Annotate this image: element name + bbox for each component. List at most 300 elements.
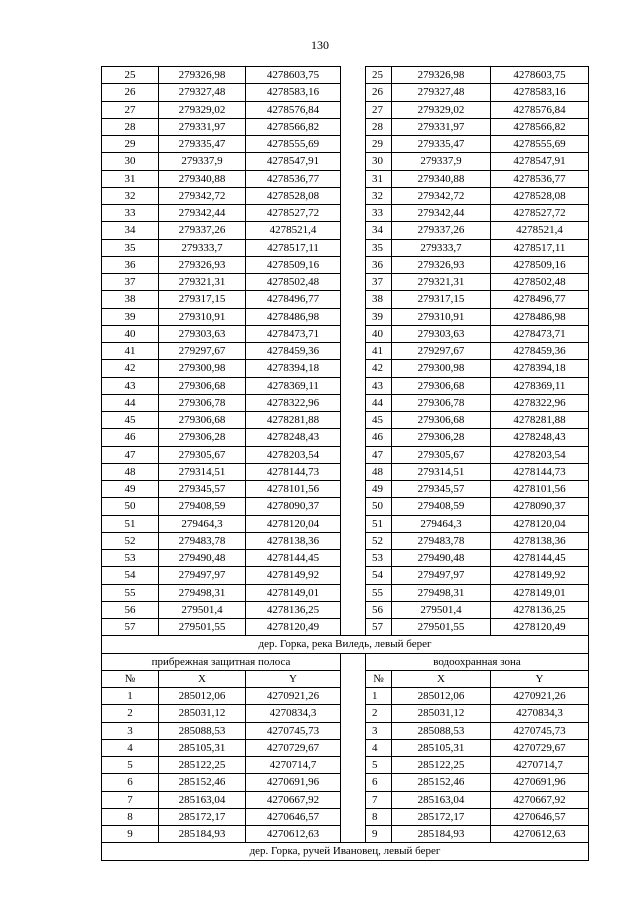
- x-coordinate-cell: 279306,68: [159, 377, 246, 394]
- y-coordinate-cell: 4278517,11: [491, 239, 589, 256]
- point-number-cell: 38: [102, 291, 159, 308]
- table-row: [102, 515, 589, 532]
- column-header-y: Y: [246, 670, 341, 687]
- y-coordinate-cell: 4278120,04: [491, 515, 589, 532]
- y-coordinate-cell: 4278136,25: [246, 601, 341, 618]
- table-gap: [341, 412, 366, 429]
- table-row: [102, 532, 589, 549]
- point-number-cell: 34: [102, 222, 159, 239]
- table-row: [102, 325, 589, 342]
- point-number-cell: 35: [366, 239, 392, 256]
- x-coordinate-cell: 285088,53: [159, 722, 246, 739]
- y-coordinate-cell: 4278394,18: [246, 360, 341, 377]
- y-coordinate-cell: 4278555,69: [491, 136, 589, 153]
- column-header-x: X: [392, 670, 491, 687]
- point-number-cell: 40: [102, 325, 159, 342]
- table-gap: [341, 757, 366, 774]
- table-row: [102, 256, 589, 273]
- y-coordinate-cell: 4278101,56: [246, 481, 341, 498]
- point-number-cell: 29: [366, 136, 392, 153]
- table-gap: [341, 601, 366, 618]
- point-number-cell: 56: [102, 601, 159, 618]
- table-gap: [341, 67, 366, 84]
- x-coordinate-cell: 279333,7: [392, 239, 491, 256]
- table-gap: [341, 239, 366, 256]
- table-row: [102, 463, 589, 480]
- x-coordinate-cell: 279306,68: [392, 412, 491, 429]
- table-gap: [341, 187, 366, 204]
- x-coordinate-cell: 279297,67: [392, 343, 491, 360]
- table-gap: [341, 532, 366, 549]
- x-coordinate-cell: 279306,78: [392, 394, 491, 411]
- table-row: [102, 550, 589, 567]
- table-row: [102, 187, 589, 204]
- point-number-cell: 25: [102, 67, 159, 84]
- x-coordinate-cell: 285088,53: [392, 722, 491, 739]
- y-coordinate-cell: 4278517,11: [246, 239, 341, 256]
- table-row: [102, 394, 589, 411]
- table-row: [102, 446, 589, 463]
- table-gap: [341, 619, 366, 636]
- x-coordinate-cell: 279306,28: [392, 429, 491, 446]
- point-number-cell: 52: [366, 532, 392, 549]
- table-gap: [341, 291, 366, 308]
- point-number-cell: 29: [102, 136, 159, 153]
- point-number-cell: 36: [366, 256, 392, 273]
- y-coordinate-cell: 4278547,91: [491, 153, 589, 170]
- x-coordinate-cell: 279345,57: [392, 481, 491, 498]
- x-coordinate-cell: 279498,31: [392, 584, 491, 601]
- x-coordinate-cell: 285163,04: [392, 791, 491, 808]
- table-gap: [341, 446, 366, 463]
- point-number-cell: 27: [366, 101, 392, 118]
- x-coordinate-cell: 279326,98: [392, 67, 491, 84]
- table-row: [102, 705, 589, 722]
- x-coordinate-cell: 279501,55: [392, 619, 491, 636]
- x-coordinate-cell: 285172,17: [159, 808, 246, 825]
- x-coordinate-cell: 279303,63: [392, 325, 491, 342]
- y-coordinate-cell: 4278138,36: [491, 532, 589, 549]
- point-number-cell: 35: [102, 239, 159, 256]
- y-coordinate-cell: 4270714,7: [491, 757, 589, 774]
- x-coordinate-cell: 279317,15: [159, 291, 246, 308]
- point-number-cell: 51: [366, 515, 392, 532]
- y-coordinate-cell: 4278473,71: [491, 325, 589, 342]
- y-coordinate-cell: 4278120,04: [246, 515, 341, 532]
- x-coordinate-cell: 285184,93: [159, 826, 246, 843]
- table-row: [102, 153, 589, 170]
- y-coordinate-cell: 4270921,26: [491, 688, 589, 705]
- x-coordinate-cell: 279305,67: [392, 446, 491, 463]
- table-gap: [341, 153, 366, 170]
- x-coordinate-cell: 279321,31: [159, 274, 246, 291]
- y-coordinate-cell: 4278566,82: [491, 118, 589, 135]
- y-coordinate-cell: 4278528,08: [246, 187, 341, 204]
- y-coordinate-cell: 4278144,73: [491, 463, 589, 480]
- section-title-gorka-viled: дер. Горка, река Виледь, левый берег: [102, 636, 589, 653]
- table-gap: [341, 394, 366, 411]
- table-gap: [341, 360, 366, 377]
- y-coordinate-cell: 4270834,3: [246, 705, 341, 722]
- x-coordinate-cell: 279498,31: [159, 584, 246, 601]
- table-gap: [341, 791, 366, 808]
- table-gap: [341, 429, 366, 446]
- y-coordinate-cell: 4278369,11: [246, 377, 341, 394]
- table-row: [102, 360, 589, 377]
- x-coordinate-cell: 285012,06: [159, 688, 246, 705]
- x-coordinate-cell: 279483,78: [159, 532, 246, 549]
- table-row: [102, 774, 589, 791]
- point-number-cell: 31: [366, 170, 392, 187]
- x-coordinate-cell: 285105,31: [392, 739, 491, 756]
- table-gap: [341, 101, 366, 118]
- subtitle-water-protection-zone: водоохранная зона: [366, 653, 589, 670]
- x-coordinate-cell: 279490,48: [392, 550, 491, 567]
- y-coordinate-cell: 4278496,77: [246, 291, 341, 308]
- point-number-cell: 4: [102, 739, 159, 756]
- table-row: [102, 222, 589, 239]
- x-coordinate-cell: 285105,31: [159, 739, 246, 756]
- x-coordinate-cell: 279337,26: [392, 222, 491, 239]
- y-coordinate-cell: 4278144,73: [246, 463, 341, 480]
- point-number-cell: 46: [102, 429, 159, 446]
- point-number-cell: 28: [102, 118, 159, 135]
- y-coordinate-cell: 4270834,3: [491, 705, 589, 722]
- y-coordinate-cell: 4270729,67: [246, 739, 341, 756]
- table-row: [102, 205, 589, 222]
- table-gap: [341, 515, 366, 532]
- point-number-cell: 55: [366, 584, 392, 601]
- y-coordinate-cell: 4278138,36: [246, 532, 341, 549]
- table-gap: [341, 377, 366, 394]
- y-coordinate-cell: 4278144,45: [246, 550, 341, 567]
- y-coordinate-cell: 4278090,37: [246, 498, 341, 515]
- point-number-cell: 32: [102, 187, 159, 204]
- y-coordinate-cell: 4270714,7: [246, 757, 341, 774]
- y-coordinate-cell: 4278502,48: [491, 274, 589, 291]
- x-coordinate-cell: 279340,88: [159, 170, 246, 187]
- point-number-cell: 53: [102, 550, 159, 567]
- x-coordinate-cell: 285122,25: [159, 757, 246, 774]
- table-gap: [341, 739, 366, 756]
- table-gap: [341, 205, 366, 222]
- table-gap: [341, 136, 366, 153]
- point-number-cell: 25: [366, 67, 392, 84]
- y-coordinate-cell: 4278149,01: [246, 584, 341, 601]
- point-number-cell: 8: [366, 808, 392, 825]
- point-number-cell: 7: [366, 791, 392, 808]
- x-coordinate-cell: 285152,46: [159, 774, 246, 791]
- y-coordinate-cell: 4278459,36: [491, 343, 589, 360]
- y-coordinate-cell: 4278120,49: [491, 619, 589, 636]
- y-coordinate-cell: 4278521,4: [491, 222, 589, 239]
- y-coordinate-cell: 4278576,84: [491, 101, 589, 118]
- point-number-cell: 7: [102, 791, 159, 808]
- table-row: [102, 136, 589, 153]
- x-coordinate-cell: 279337,9: [159, 153, 246, 170]
- y-coordinate-cell: 4270667,92: [491, 791, 589, 808]
- point-number-cell: 40: [366, 325, 392, 342]
- x-coordinate-cell: 279337,9: [392, 153, 491, 170]
- x-coordinate-cell: 279327,48: [159, 84, 246, 101]
- y-coordinate-cell: 4278090,37: [491, 498, 589, 515]
- x-coordinate-cell: 279300,98: [392, 360, 491, 377]
- table-gap: [341, 550, 366, 567]
- table-gap: [341, 584, 366, 601]
- point-number-cell: 54: [366, 567, 392, 584]
- x-coordinate-cell: 279331,97: [392, 118, 491, 135]
- x-coordinate-cell: 279335,47: [392, 136, 491, 153]
- x-coordinate-cell: 279303,63: [159, 325, 246, 342]
- y-coordinate-cell: 4278509,16: [246, 256, 341, 273]
- x-coordinate-cell: 279342,44: [159, 205, 246, 222]
- table-row: [102, 170, 589, 187]
- x-coordinate-cell: 279340,88: [392, 170, 491, 187]
- point-number-cell: 27: [102, 101, 159, 118]
- x-coordinate-cell: 279408,59: [392, 498, 491, 515]
- y-coordinate-cell: 4278496,77: [491, 291, 589, 308]
- table-row: [102, 808, 589, 825]
- y-coordinate-cell: 4278509,16: [491, 256, 589, 273]
- x-coordinate-cell: 279490,48: [159, 550, 246, 567]
- table-row: [102, 429, 589, 446]
- x-coordinate-cell: 279497,97: [392, 567, 491, 584]
- x-coordinate-cell: 279333,7: [159, 239, 246, 256]
- table-row: [102, 619, 589, 636]
- table-gap: [341, 722, 366, 739]
- x-coordinate-cell: 279306,68: [392, 377, 491, 394]
- table-gap: [341, 325, 366, 342]
- table-row: [102, 84, 589, 101]
- x-coordinate-cell: 279326,93: [159, 256, 246, 273]
- table-row: [102, 498, 589, 515]
- y-coordinate-cell: 4270667,92: [246, 791, 341, 808]
- point-number-cell: 39: [366, 308, 392, 325]
- point-number-cell: 41: [366, 343, 392, 360]
- subtitle-coastal-protection-strip: прибрежная защитная полоса: [102, 653, 341, 670]
- y-coordinate-cell: 4270745,73: [491, 722, 589, 739]
- y-coordinate-cell: 4278394,18: [491, 360, 589, 377]
- table-row: [102, 239, 589, 256]
- table-row: [102, 101, 589, 118]
- table-row: [102, 688, 589, 705]
- y-coordinate-cell: 4270646,57: [491, 808, 589, 825]
- point-number-cell: 52: [102, 532, 159, 549]
- y-coordinate-cell: 4278149,92: [246, 567, 341, 584]
- table-gap: [341, 567, 366, 584]
- x-coordinate-cell: 279317,15: [392, 291, 491, 308]
- x-coordinate-cell: 279345,57: [159, 481, 246, 498]
- table-gap: [341, 274, 366, 291]
- point-number-cell: 6: [366, 774, 392, 791]
- y-coordinate-cell: 4278603,75: [491, 67, 589, 84]
- x-coordinate-cell: 279305,67: [159, 446, 246, 463]
- y-coordinate-cell: 4278322,96: [491, 394, 589, 411]
- table-gap: [341, 688, 366, 705]
- y-coordinate-cell: 4278136,25: [491, 601, 589, 618]
- point-number-cell: 32: [366, 187, 392, 204]
- point-number-cell: 42: [102, 360, 159, 377]
- point-number-cell: 1: [102, 688, 159, 705]
- y-coordinate-cell: 4270646,57: [246, 808, 341, 825]
- point-number-cell: 48: [366, 463, 392, 480]
- table-row: [102, 118, 589, 135]
- y-coordinate-cell: 4278486,98: [246, 308, 341, 325]
- x-coordinate-cell: 285163,04: [159, 791, 246, 808]
- point-number-cell: 5: [366, 757, 392, 774]
- x-coordinate-cell: 279310,91: [392, 308, 491, 325]
- x-coordinate-cell: 279342,72: [392, 187, 491, 204]
- point-number-cell: 43: [366, 377, 392, 394]
- y-coordinate-cell: 4278322,96: [246, 394, 341, 411]
- y-coordinate-cell: 4278603,75: [246, 67, 341, 84]
- x-coordinate-cell: 279329,02: [159, 101, 246, 118]
- table-row: [102, 377, 589, 394]
- column-header-number: №: [102, 670, 159, 687]
- x-coordinate-cell: 279464,3: [159, 515, 246, 532]
- point-number-cell: 55: [102, 584, 159, 601]
- x-coordinate-cell: 279327,48: [392, 84, 491, 101]
- table-gap: [341, 222, 366, 239]
- point-number-cell: 50: [366, 498, 392, 515]
- column-header-number: №: [366, 670, 392, 687]
- x-coordinate-cell: 279337,26: [159, 222, 246, 239]
- x-coordinate-cell: 279321,31: [392, 274, 491, 291]
- point-number-cell: 3: [102, 722, 159, 739]
- point-number-cell: 49: [102, 481, 159, 498]
- table-gap: [341, 653, 366, 670]
- point-number-cell: 30: [366, 153, 392, 170]
- x-coordinate-cell: 279329,02: [392, 101, 491, 118]
- y-coordinate-cell: 4270612,63: [246, 826, 341, 843]
- section-title-gorka-ivanovets: дер. Горка, ручей Ивановец, левый берег: [102, 843, 589, 860]
- x-coordinate-cell: 279408,59: [159, 498, 246, 515]
- x-coordinate-cell: 279306,28: [159, 429, 246, 446]
- y-coordinate-cell: 4278203,54: [491, 446, 589, 463]
- point-number-cell: 2: [366, 705, 392, 722]
- table-row: [102, 584, 589, 601]
- x-coordinate-cell: 279501,4: [159, 601, 246, 618]
- table-row: [102, 567, 589, 584]
- table-gap: [341, 343, 366, 360]
- y-coordinate-cell: 4278149,92: [491, 567, 589, 584]
- x-coordinate-cell: 279314,51: [392, 463, 491, 480]
- point-number-cell: 47: [366, 446, 392, 463]
- table-row: [102, 67, 589, 84]
- y-coordinate-cell: 4278502,48: [246, 274, 341, 291]
- y-coordinate-cell: 4278281,88: [246, 412, 341, 429]
- y-coordinate-cell: 4270921,26: [246, 688, 341, 705]
- x-coordinate-cell: 279342,44: [392, 205, 491, 222]
- table-gap: [341, 705, 366, 722]
- point-number-cell: 4: [366, 739, 392, 756]
- table-row: [102, 739, 589, 756]
- table-gap: [341, 170, 366, 187]
- point-number-cell: 1: [366, 688, 392, 705]
- y-coordinate-cell: 4278536,77: [491, 170, 589, 187]
- point-number-cell: 47: [102, 446, 159, 463]
- y-coordinate-cell: 4278149,01: [491, 584, 589, 601]
- y-coordinate-cell: 4278527,72: [491, 205, 589, 222]
- point-number-cell: 37: [102, 274, 159, 291]
- point-number-cell: 51: [102, 515, 159, 532]
- point-number-cell: 5: [102, 757, 159, 774]
- table-row: [102, 757, 589, 774]
- y-coordinate-cell: 4278369,11: [491, 377, 589, 394]
- y-coordinate-cell: 4278528,08: [491, 187, 589, 204]
- x-coordinate-cell: 285031,12: [159, 705, 246, 722]
- point-number-cell: 2: [102, 705, 159, 722]
- table-gap: [341, 826, 366, 843]
- point-number-cell: 46: [366, 429, 392, 446]
- x-coordinate-cell: 285152,46: [392, 774, 491, 791]
- table-row: [102, 791, 589, 808]
- x-coordinate-cell: 279306,78: [159, 394, 246, 411]
- point-number-cell: 37: [366, 274, 392, 291]
- x-coordinate-cell: 279300,98: [159, 360, 246, 377]
- page-number: 130: [311, 38, 329, 52]
- table-row: [102, 308, 589, 325]
- x-coordinate-cell: 285012,06: [392, 688, 491, 705]
- x-coordinate-cell: 279464,3: [392, 515, 491, 532]
- y-coordinate-cell: 4270612,63: [491, 826, 589, 843]
- table-gap: [341, 463, 366, 480]
- x-coordinate-cell: 279310,91: [159, 308, 246, 325]
- table-gap: [341, 84, 366, 101]
- point-number-cell: 43: [102, 377, 159, 394]
- y-coordinate-cell: 4278547,91: [246, 153, 341, 170]
- y-coordinate-cell: 4270729,67: [491, 739, 589, 756]
- point-number-cell: 8: [102, 808, 159, 825]
- table-gap: [341, 774, 366, 791]
- point-number-cell: 39: [102, 308, 159, 325]
- y-coordinate-cell: 4278144,45: [491, 550, 589, 567]
- x-coordinate-cell: 279342,72: [159, 187, 246, 204]
- point-number-cell: 57: [102, 619, 159, 636]
- y-coordinate-cell: 4278203,54: [246, 446, 341, 463]
- point-number-cell: 30: [102, 153, 159, 170]
- x-coordinate-cell: 285184,93: [392, 826, 491, 843]
- x-coordinate-cell: 279331,97: [159, 118, 246, 135]
- point-number-cell: 38: [366, 291, 392, 308]
- point-number-cell: 53: [366, 550, 392, 567]
- point-number-cell: 3: [366, 722, 392, 739]
- point-number-cell: 45: [102, 412, 159, 429]
- point-number-cell: 33: [102, 205, 159, 222]
- table-gap: [341, 670, 366, 687]
- y-coordinate-cell: 4278281,88: [491, 412, 589, 429]
- table-row: [102, 343, 589, 360]
- point-number-cell: 6: [102, 774, 159, 791]
- point-number-cell: 36: [102, 256, 159, 273]
- point-number-cell: 42: [366, 360, 392, 377]
- point-number-cell: 28: [366, 118, 392, 135]
- table-row: [102, 274, 589, 291]
- point-number-cell: 9: [102, 826, 159, 843]
- x-coordinate-cell: 279326,98: [159, 67, 246, 84]
- table-row: [102, 826, 589, 843]
- table-gap: [341, 308, 366, 325]
- x-coordinate-cell: 279314,51: [159, 463, 246, 480]
- y-coordinate-cell: 4270691,96: [246, 774, 341, 791]
- point-number-cell: 48: [102, 463, 159, 480]
- y-coordinate-cell: 4278101,56: [491, 481, 589, 498]
- y-coordinate-cell: 4270691,96: [491, 774, 589, 791]
- y-coordinate-cell: 4278566,82: [246, 118, 341, 135]
- point-number-cell: 9: [366, 826, 392, 843]
- column-header-x: X: [159, 670, 246, 687]
- point-number-cell: 54: [102, 567, 159, 584]
